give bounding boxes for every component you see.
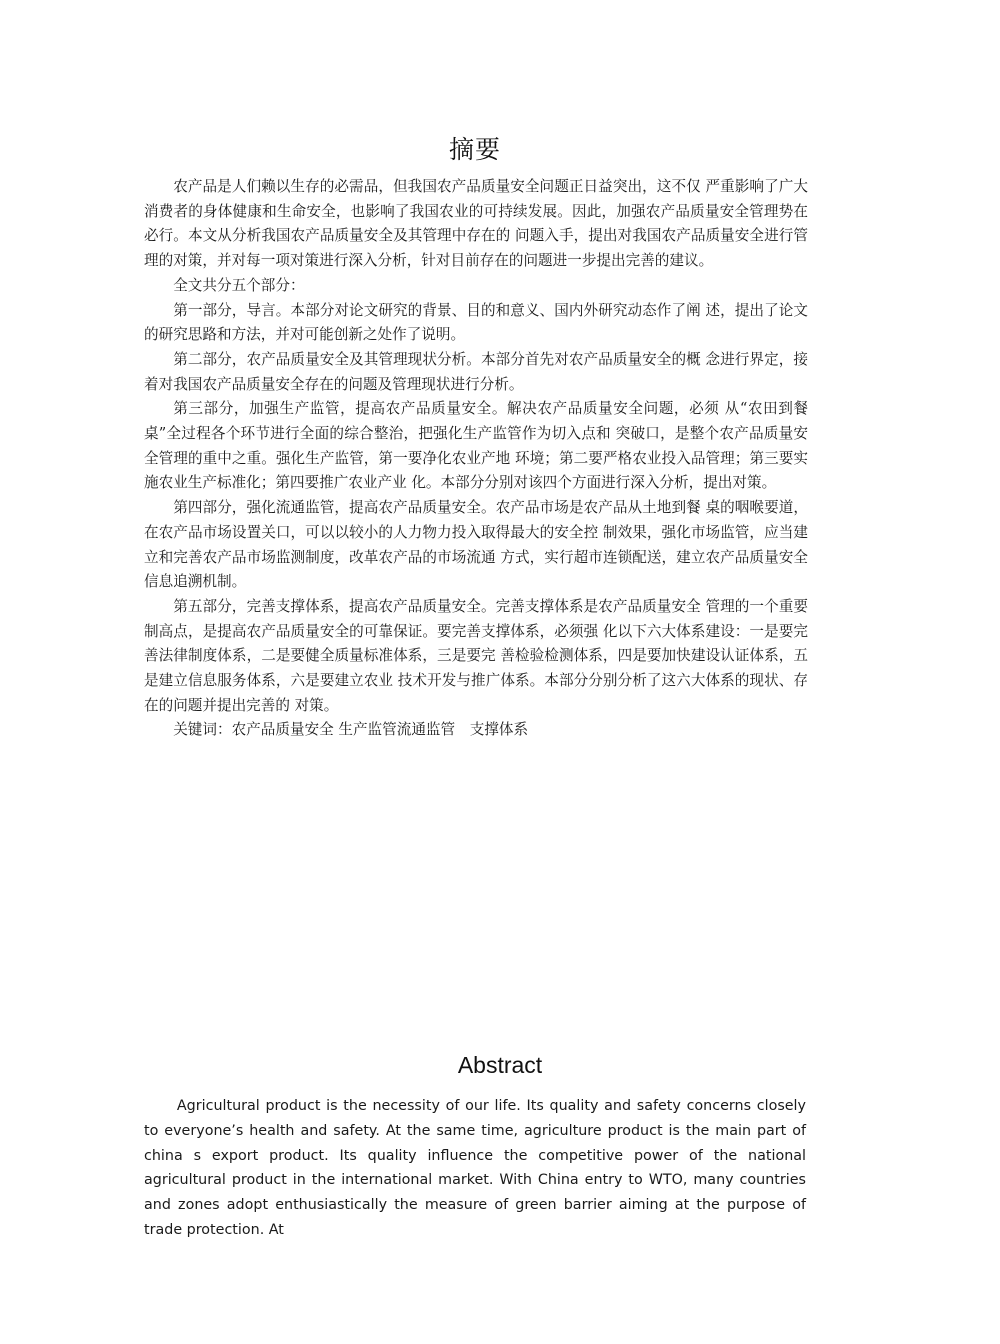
cn-paragraph-part-three: 第三部分，加强生产监管，提高农产品质量安全。解决农产品质量安全问题，必须 从“农田到餐桌”全过程各个环节进行全面的综合整治，把强化生产监管作为切入点和 突破口，是整个农产品质量安全管理的重中之重。强化生产监管，第一要净化农业产地 环境；第二要严格农业投入品管理；第三要实施农业生产标准化；第四要推广农业产业 化。本部分分别对该四个方面进行深入分析，提出对策。 [144,400,808,492]
cn-paragraph-overview: 全文共分五个部分： [173,276,305,294]
english-abstract-body [144,1094,806,1238]
chinese-abstract-title: 摘要 [448,135,501,164]
english-abstract-title: Abstract [457,1052,543,1078]
cn-paragraph-part-five: 第五部分，完善支撑体系，提高农产品质量安全。完善支撑体系是农产品质量安全 管理的一个重要制高点，是提高农产品质量安全的可靠保证。要完善支撑体系，必须强 化以下六大体系建设：一是要完善法律制度体系，二是要健全质量标准体系，三是要完 善检验检测体系，四是要加快建设认证体系，五是建立信息服务体系，六是要建立农业 技术开发与推广体系。本部分分别分析了这六大体系的现状、存在的问题并提出完善的 对策。 [144,597,808,714]
cn-paragraph-part-one: 第一部分，导言。本部分对论文研究的背景、目的和意义、国内外研究动态作了阐 述，提出了论文的研究思路和方法，并对可能创新之处作了说明。 [144,301,808,344]
chinese-abstract-body [144,175,808,743]
cn-paragraph-intro: 农产品是人们赖以生存的必需品，但我国农产品质量安全问题正日益突出，这不仅 严重影响了广大消费者的身体健康和生命安全，也影响了我国农业的可持续发展。因此，加强农产品质量安全管理势在必行。本文从分析我国农产品质量安全及其管理中存在的 问题入手，提出对我国农产品质量安全进行管理的对策，并对每一项对策进行深入分析，针对目前存在的问题进一步提出完善的建议。 [144,178,808,270]
cn-paragraph-part-four: 第四部分，强化流通监管，提高农产品质量安全。农产品市场是农产品从土地到餐 桌的咽喉要道，在农产品市场设置关口，可以以较小的人力物力投入取得最大的安全控 制效果，强化市场监管，应当建立和完善农产品市场监测制度，改革农产品的市场流通 方式，实行超市连锁配送，建立农产品质量安全信息追溯机制。 [144,499,808,591]
en-paragraph-intro: Agricultural product is the necessity of our life. Its quality and safety concerns closely to everyone’s health and safety. At the same time, agriculture product is the main part of china s export product. Its quality influence the competitive power of the national agricultural product in the international market. With China entry to WTO, many countries and zones adopt enthusiastically the measure of green barrier aiming at the purpose of trade protection. At [144,1098,806,1238]
cn-paragraph-part-two: 第二部分，农产品质量安全及其管理现状分析。本部分首先对农产品质量安全的概 念进行界定，接着对我国农产品质量安全存在的问题及管理现状进行分析。 [144,350,808,393]
cn-keywords: 关键词：农产品质量安全 生产监管流通监管 支撑体系 [173,721,529,739]
